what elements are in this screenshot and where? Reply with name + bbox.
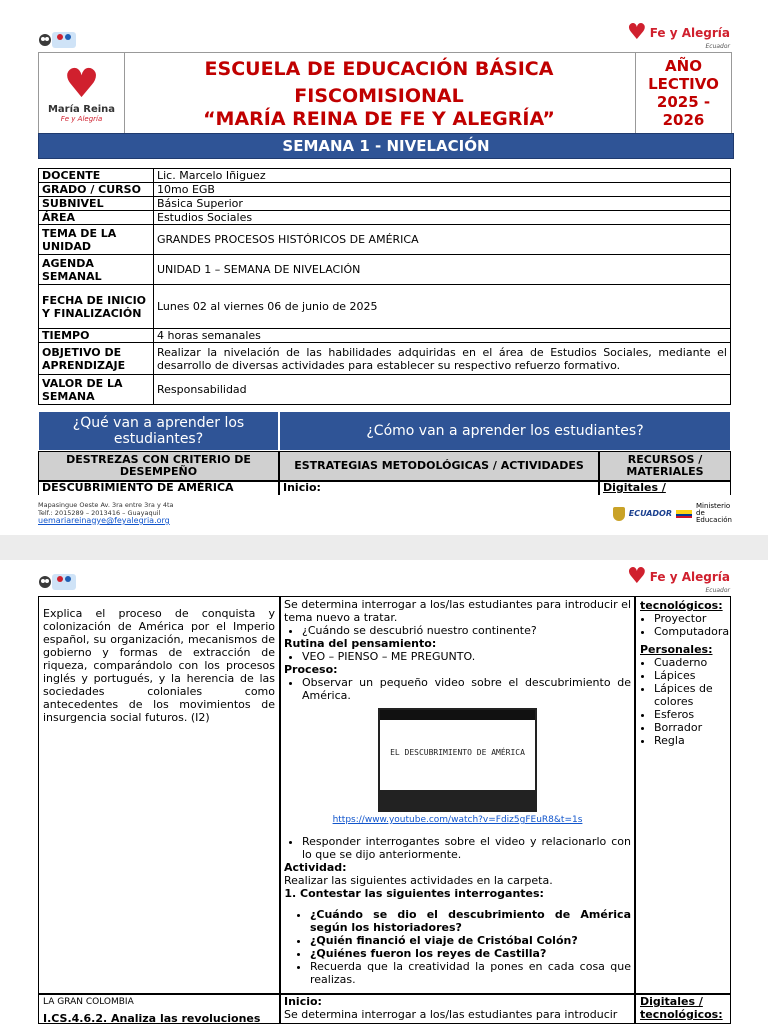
pers-heading: Personales:: [640, 643, 713, 656]
tema-label: TEMA DE LA UNIDAD: [39, 225, 154, 255]
row2-estrategias-cell: [280, 994, 635, 1024]
heart-icon: ♥: [626, 20, 647, 45]
fecha-value: Lunes 02 al viernes 06 de junio de 2025: [154, 285, 731, 329]
area-value: Estudios Sociales: [154, 211, 731, 225]
pers-item: • Lápices de colores: [654, 682, 726, 708]
contestar-text: 1. Contestar las siguientes interrogantes:: [300, 887, 631, 900]
video-thumbnail[interactable]: [378, 708, 537, 812]
recursos-cell: [635, 596, 731, 994]
destrezas-head: DESTREZAS CON CRITERIO DE DESEMPEÑO: [38, 451, 279, 481]
brand-sub: Ecuador: [705, 43, 730, 50]
estrategias-cell: [280, 596, 635, 994]
area-label: ÁREA: [39, 211, 154, 225]
question-3: • ¿Quiénes fueron los reyes de Castilla?: [310, 947, 631, 960]
address-line1: Mapasingue Oeste Av. 3ra entre 3ra y 4ta: [38, 501, 174, 509]
rutina-value: • VEO – PIENSO – ME PREGUNTO.: [302, 650, 631, 663]
objetivo-value: Realizar la nivelación de las habilidades adquiridas en el área de Estudios Sociales, mediante el desarrollo de diversas actividades para establecer su respectivo refuerzo formativo.: [154, 343, 731, 375]
brand-name: Fe y Alegría: [649, 570, 730, 584]
flag-icon: [676, 510, 692, 518]
grado-label: GRADO / CURSO: [39, 183, 154, 197]
footer-logos: [613, 503, 730, 524]
school-year: [635, 53, 731, 133]
row-1: [38, 481, 731, 495]
tec-item: • Computadora: [654, 625, 726, 638]
que-aprender-head: ¿Qué van a aprender los estudiantes?: [38, 411, 279, 451]
brand-sub: Ecuador: [705, 587, 730, 594]
tec-item: • Proyector: [654, 612, 726, 625]
recursos-head: RECURSOS / MATERIALES: [599, 451, 731, 481]
row1-destreza: DESCUBRIMIENTO DE AMÉRICA: [38, 481, 279, 495]
question-2: • ¿Quién financió el viaje de Cristóbal Colón?: [310, 934, 631, 947]
row2-intro: Se determina interrogar a los/las estudiantes para introducir: [284, 1008, 618, 1021]
question-1: • ¿Cuándo se dio el descubrimiento de América según los historiadores?: [310, 908, 631, 934]
valor-label: VALOR DE LA SEMANA: [39, 375, 154, 405]
column-heads: [38, 451, 731, 481]
grado-value: 10mo EGB: [154, 183, 731, 197]
email-link[interactable]: uemariareinagye@feyalegria.org: [38, 516, 170, 525]
school-title: [125, 53, 633, 133]
school-mini-logo: [38, 28, 78, 50]
row1-digitales: Digitales /: [599, 481, 731, 495]
ecuador-label: ECUADOR: [628, 509, 672, 518]
proceso-value: • Observar un pequeño video sobre el descubrimiento de América.: [302, 676, 631, 702]
page-gap: [0, 535, 768, 560]
video-controls[interactable]: [380, 790, 535, 810]
pers-item: • Borrador: [654, 721, 726, 734]
tiempo-value: 4 horas semanales: [154, 329, 731, 343]
pers-item: • Regla: [654, 734, 726, 747]
plan-grid: [38, 596, 731, 1024]
destreza-text: Explica el proceso de conquista y colonización de América por el Imperio español, su organización, mecanismos de gobierno y formas de extracción de riqueza, comparándolo con los procesos inglés y portugués, y la herencia de las sociedades coloniales como antecedentes de los movimientos de insurgencia social futuros. (I2): [43, 607, 275, 724]
logo-sub: Fe y Alegría: [60, 114, 103, 123]
row2-destreza-cell: [38, 994, 280, 1024]
question-0: • ¿Cuándo se descubrió nuestro continente?: [302, 624, 631, 637]
brand-name: Fe y Alegría: [649, 26, 730, 40]
question-4: • Recuerda que la creatividad la pones en cada cosa que realizas.: [310, 960, 631, 986]
actividad-value: Realizar las siguientes actividades en la carpeta.: [284, 874, 553, 887]
subnivel-label: SUBNIVEL: [39, 197, 154, 211]
tema-value: GRANDES PROCESOS HISTÓRICOS DE AMÉRICA: [154, 225, 731, 255]
page-2: [0, 560, 768, 1024]
pers-item: • Cuaderno: [654, 656, 726, 669]
destreza-cell: [38, 596, 280, 994]
fe-y-alegria-logo: [627, 22, 730, 44]
school-line1: ESCUELA DE EDUCACIÓN BÁSICA: [204, 58, 554, 80]
responder-text: • Responder interrogantes sobre el video y relacionarlo con lo que se dijo anteriormente.: [302, 835, 631, 861]
proceso-heading: Proceso:: [284, 663, 338, 676]
docente-value: Lic. Marcelo Iñiguez: [154, 169, 731, 183]
pers-item: • Lápices: [654, 669, 726, 682]
header-box: [38, 52, 732, 134]
rutina-heading: Rutina del pensamiento:: [284, 637, 437, 650]
video-title: EL DESCUBRIMIENTO DE AMÉRICA: [390, 748, 525, 757]
heart-icon: ♥: [626, 564, 647, 589]
maria-reina-logo: [39, 53, 125, 133]
school-line2: FISCOMISIONAL: [294, 85, 464, 107]
school-mini-logo: [38, 570, 78, 592]
agenda-label: AGENDA SEMANAL: [39, 255, 154, 285]
row2-tec: tecnológicos:: [640, 1008, 723, 1021]
row2-inicio: Inicio:: [284, 995, 322, 1008]
ministry-label: Ministerio de Educación: [696, 502, 732, 524]
week-title: SEMANA 1 - NIVELACIÓN: [38, 133, 734, 159]
tec-heading: tecnológicos:: [640, 599, 723, 612]
shield-icon: [613, 507, 625, 521]
agenda-value: UNIDAD 1 – SEMANA DE NIVELACIÓN: [154, 255, 731, 285]
row1-inicio: Inicio:: [279, 481, 599, 495]
tiempo-label: TIEMPO: [39, 329, 154, 343]
como-aprender-head: ¿Cómo van a aprender los estudiantes?: [279, 411, 731, 451]
video-link[interactable]: https://www.youtube.com/watch?v=Fdiz5gFEuR8&t=1s: [332, 815, 583, 825]
fe-y-alegria-logo: [627, 566, 730, 588]
actividad-heading: Actividad:: [284, 861, 347, 874]
subnivel-value: Básica Superior: [154, 197, 731, 211]
row2-digitales: Digitales /: [640, 995, 703, 1008]
address-line2: Telf.: 2015289 – 2013416 – Guayaquil: [38, 509, 161, 517]
row2-destreza: LA GRAN COLOMBIA: [43, 997, 134, 1007]
logo-name: María Reina: [47, 103, 116, 115]
objetivo-label: OBJETIVO DE APRENDIZAJE: [39, 343, 154, 375]
school-line3: “MARÍA REINA DE FE Y ALEGRÍA”: [203, 108, 555, 130]
section-heads: [38, 411, 731, 451]
row2-code: I.CS.4.6.2. Analiza las revoluciones: [43, 1012, 261, 1025]
estrategias-head: ESTRATEGIAS METODOLÓGICAS / ACTIVIDADES: [279, 451, 599, 481]
year-label: AÑO LECTIVO 2025 - 2026: [648, 57, 719, 129]
fecha-label: FECHA DE INICIO Y FINALIZACIÓN: [39, 285, 154, 329]
pers-item: • Esferos: [654, 708, 726, 721]
valor-value: Responsabilidad: [154, 375, 731, 405]
heart-icon: ♥: [63, 60, 100, 107]
docente-label: DOCENTE: [39, 169, 154, 183]
intro-text: Se determina interrogar a los/las estudiantes para introducir el tema nuevo a tratar.: [284, 598, 631, 624]
footer-address: [38, 501, 174, 525]
info-table: [38, 168, 731, 405]
row2-recursos-cell: [635, 994, 731, 1024]
